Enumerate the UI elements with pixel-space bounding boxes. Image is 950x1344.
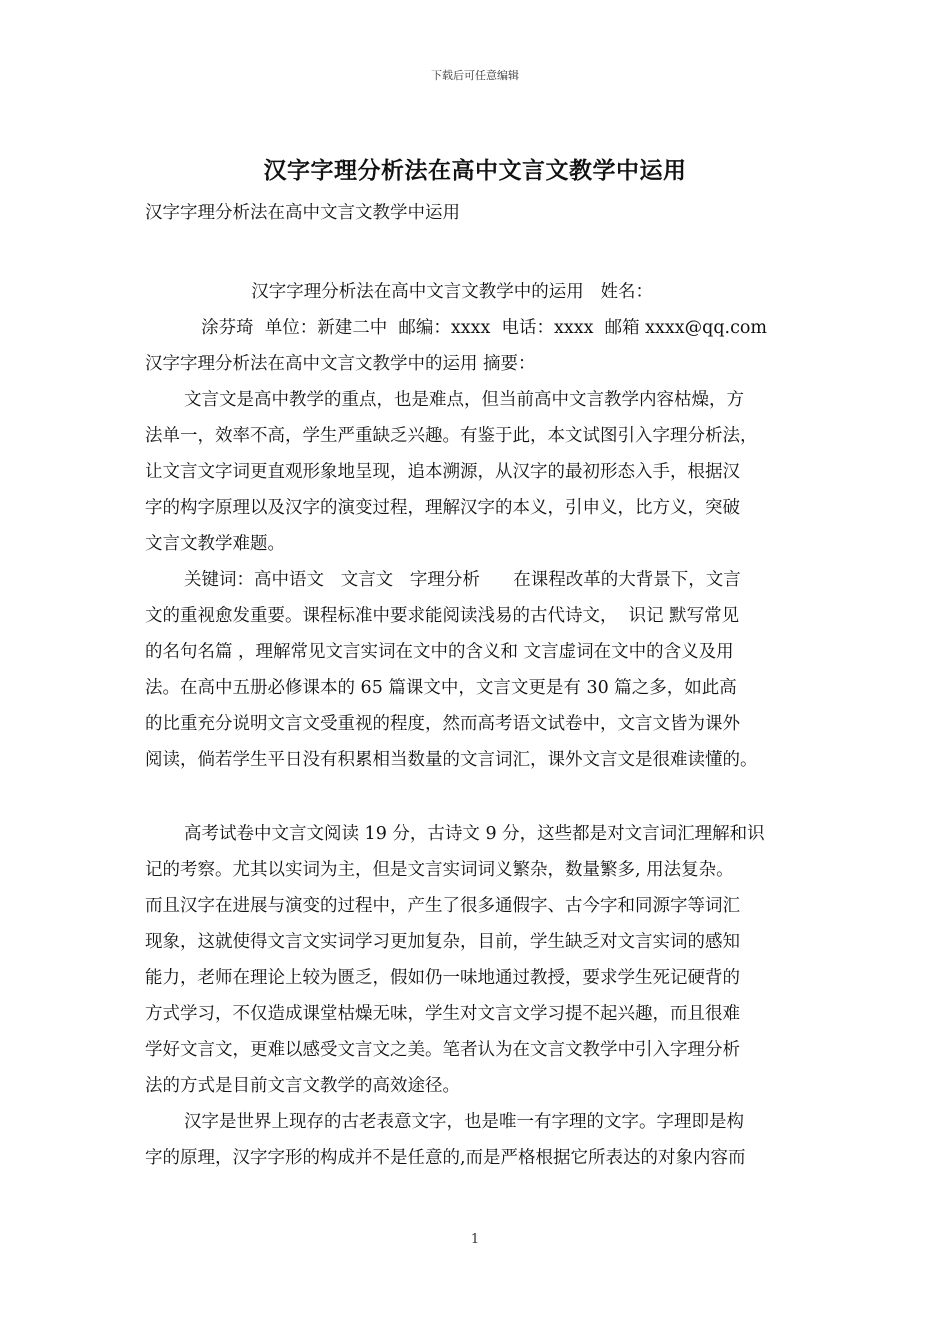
paragraph-line: 字的原理，汉字字形的构成并不是任意的,而是严格根据它所表达的对象内容而: [145, 1148, 746, 1168]
keywords-paragraph: [145, 562, 815, 778]
paragraph-line: 关键词：高中语文 文言文 字理分析 在课程改革的大背景下，文言: [184, 570, 741, 590]
paragraph-line: 的名句名篇 ，理解常见文言实词在文中的含义和 文言虚词在文中的含义及用: [145, 642, 734, 662]
intro-line: 汉字字理分析法在高中文言文教学中的运用 摘要：: [145, 354, 536, 374]
paragraph-line: 文言文教学难题。: [145, 534, 285, 554]
paragraph-line: 让文言文字词更直观形象地呈现，追本溯源，从汉字的最初形态入手，根据汉: [145, 462, 740, 482]
paragraph-line: 汉字是世界上现存的古老表意文字，也是唯一有字理的文字。字理即是构: [184, 1112, 744, 1132]
author-info: [145, 274, 815, 382]
intro-line: 汉字字理分析法在高中文言文教学中的运用 姓名：: [229, 282, 653, 302]
paragraph-line: 法。在高中五册必修课本的 65 篇课文中，文言文更是有 30 篇之多，如此高: [145, 678, 737, 698]
document-subtitle: 汉字字理分析法在高中文言文教学中运用: [145, 203, 460, 223]
paragraph-line: 记的考察。尤其以实词为主，但是文言实词词义繁杂，数量繁多, 用法复杂。: [145, 860, 734, 880]
hanzi-paragraph: [145, 1104, 815, 1176]
paragraph-line: 现象，这就使得文言文实词学习更加复杂，目前，学生缺乏对文言实词的感知: [145, 932, 740, 952]
paragraph-line: 文言文是高中教学的重点，也是难点，但当前高中文言教学内容枯燥，方: [184, 390, 744, 410]
paragraph-line: 高考试卷中文言文阅读 19 分，古诗文 9 分，这些都是对文言词汇理解和识: [184, 824, 765, 844]
paragraph-line: 阅读，倘若学生平日没有积累相当数量的文言词汇，课外文言文是很难读懂的。: [145, 750, 758, 770]
paragraph-line: 文的重视愈发重要。课程标准中要求能阅读浅易的古代诗文， 识记 默写常见: [145, 606, 740, 626]
abstract-paragraph: [145, 382, 815, 562]
page-header-note: 下载后可任意编辑: [431, 69, 519, 82]
document-body: [145, 198, 815, 1176]
exam-paragraph: [145, 816, 815, 1104]
document-title: 汉字字理分析法在高中文言文教学中运用: [263, 157, 687, 184]
paragraph-line: 能力，老师在理论上较为匮乏，假如仍一味地通过教授，要求学生死记硬背的: [145, 968, 740, 988]
paragraph-line: 的比重充分说明文言文受重视的程度，然而高考语文试卷中，文言文皆为课外: [145, 714, 740, 734]
paragraph-line: 字的构字原理以及汉字的演变过程，理解汉字的本义，引申义，比方义，突破: [145, 498, 740, 518]
intro-line: 涂芬琦 单位：新建二中 邮编：xxxx 电话：xxxx 邮箱 xxxx@qq.com: [190, 318, 768, 338]
page-number: 1: [470, 1232, 480, 1247]
paragraph-line: 而且汉字在进展与演变的过程中，产生了很多通假字、古今字和同源字等词汇: [145, 896, 740, 916]
paragraph-line: 学好文言文，更难以感受文言文之美。笔者认为在文言文教学中引入字理分析: [145, 1040, 740, 1060]
paragraph-line: 法的方式是目前文言文教学的高效途径。: [145, 1076, 460, 1096]
paragraph-line: 法单一，效率不高，学生严重缺乏兴趣。有鉴于此，本文试图引入字理分析法，: [145, 426, 758, 446]
paragraph-line: 方式学习，不仅造成课堂枯燥无味，学生对文言文学习提不起兴趣，而且很难: [145, 1004, 740, 1024]
